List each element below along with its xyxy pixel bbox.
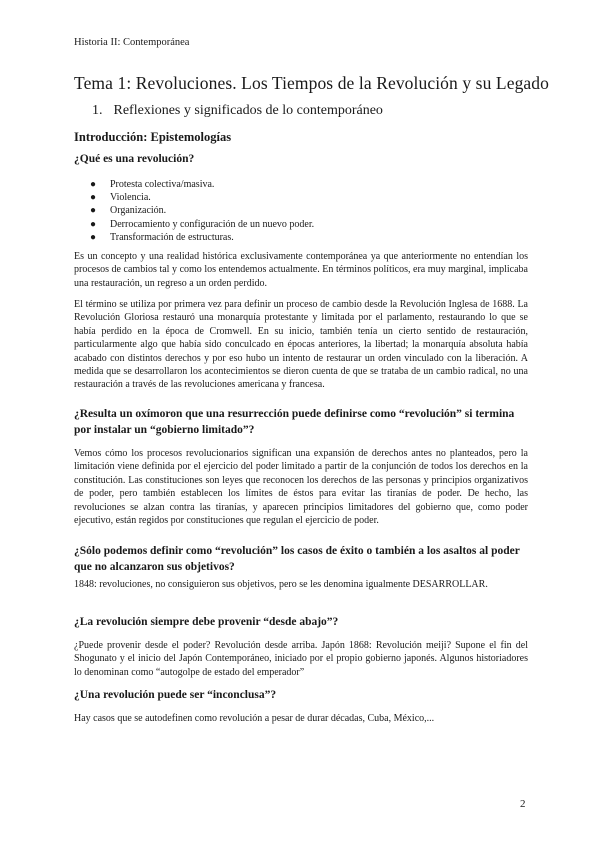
- bullet-list: [74, 178, 314, 244]
- paragraph: El término se utiliza por primera vez para definir un proceso de cambio desde la Revolución Inglesa de 1688. La Revolución Gloriosa restauró una monarquía protestante y limitada por el parlamento, restaurando lo que se había perdido en la época de Cromwell. En su inicio, también tenía un cierto sentido de restauración, particularmente algo que había sido conculcado en épocas anteriores, la libertad; la monarquía absoluta había acabado con distintos derechos y por eso hubo un intento de restaurar un orden vinculado con la liberación. A medida que se desarrollaron los acontecimientos se dieron cuenta de que se trataba de un cambio radical, no una restauración a través de las revoluciones americana y francesa.: [74, 299, 528, 391]
- bullet-icon: ●: [90, 192, 97, 204]
- bullet-icon: ●: [90, 179, 97, 190]
- section-number: 1.: [92, 103, 103, 118]
- section-title: Reflexiones y significados de lo contemporáneo: [113, 103, 383, 118]
- running-header: Historia II: Contemporánea: [74, 37, 190, 48]
- paragraph: Vemos cómo los procesos revolucionarios significan una expansión de derechos antes no planteados, pero la limitación viene definida por el ejercicio del poder limitado a partir de la conjunción de todos los derechos en la constitución. Las constituciones son leyes que reconocen los derechos de las personas y principios organizativos de poder, pero también establecen los límites de éstos para evitar las tiranías de poder. De hecho, las revoluciones se alzan contra las tiranías, y aparecen principios limitadores del gobierno que, como poder ejecutivo, están regidos por constituciones que regulan el ejercicio de poder.: [74, 448, 528, 527]
- question-heading-2: ¿Resulta un oxímoron que una resurrección puede definirse como “revolución” si termina por instalar un “gobierno limitado”?: [74, 408, 515, 436]
- paragraph: 1848: revoluciones, no consiguieron sus objetivos, pero se les denomina igualmente DESARROLLAR.: [74, 579, 488, 590]
- paragraph: ¿Puede provenir desde el poder? Revolución desde arriba. Japón 1868: Revolución meiji? Supone el fin del Shogunato y el inicio del Japón Contemporáneo, iniciado por el propio gobierno japonés. Algunos historiadores lo denominan como “autogolpe de estado del emperador”: [74, 640, 528, 678]
- list-item: ● Violencia.: [90, 192, 151, 204]
- bullet-icon: ●: [90, 231, 97, 243]
- list-item: ● Derrocamiento y configuración de un nuevo poder.: [90, 218, 315, 230]
- list-item: ● Organización.: [90, 205, 167, 217]
- list-item: ● Transformación de estructuras.: [90, 231, 234, 243]
- document-title: Tema 1: Revoluciones. Los Tiempos de la Revolución y su Legado: [74, 73, 549, 93]
- page-number: 2: [520, 798, 526, 810]
- question-heading-3: ¿Sólo podemos definir como “revolución” los casos de éxito o también a los asaltos al poder que no alcanzaron sus objetivos?: [74, 545, 520, 573]
- bullet-icon: ●: [90, 218, 97, 230]
- question-heading-4: ¿La revolución siempre debe provenir “desde abajo”?: [74, 616, 339, 628]
- bullet-icon: ●: [90, 205, 97, 217]
- subsection-heading: Introducción: Epistemologías: [74, 130, 232, 144]
- question-heading-5: ¿Una revolución puede ser “inconclusa”?: [74, 689, 277, 701]
- paragraph: Es un concepto y una realidad histórica exclusivamente contemporánea ya que anteriormente no entendían los procesos de cambios tal y como los entendemos actualmente. En términos políticos, era muy marginal, implicaba una restauración, un regreso a un orden perdido.: [74, 251, 528, 289]
- paragraph: Hay casos que se autodefinen como revolución a pesar de durar décadas, Cuba, México,...: [74, 713, 435, 724]
- question-heading-1: ¿Qué es una revolución?: [74, 153, 195, 165]
- list-item: ● Protesta colectiva/masiva.: [90, 179, 215, 190]
- section-heading: [92, 103, 383, 119]
